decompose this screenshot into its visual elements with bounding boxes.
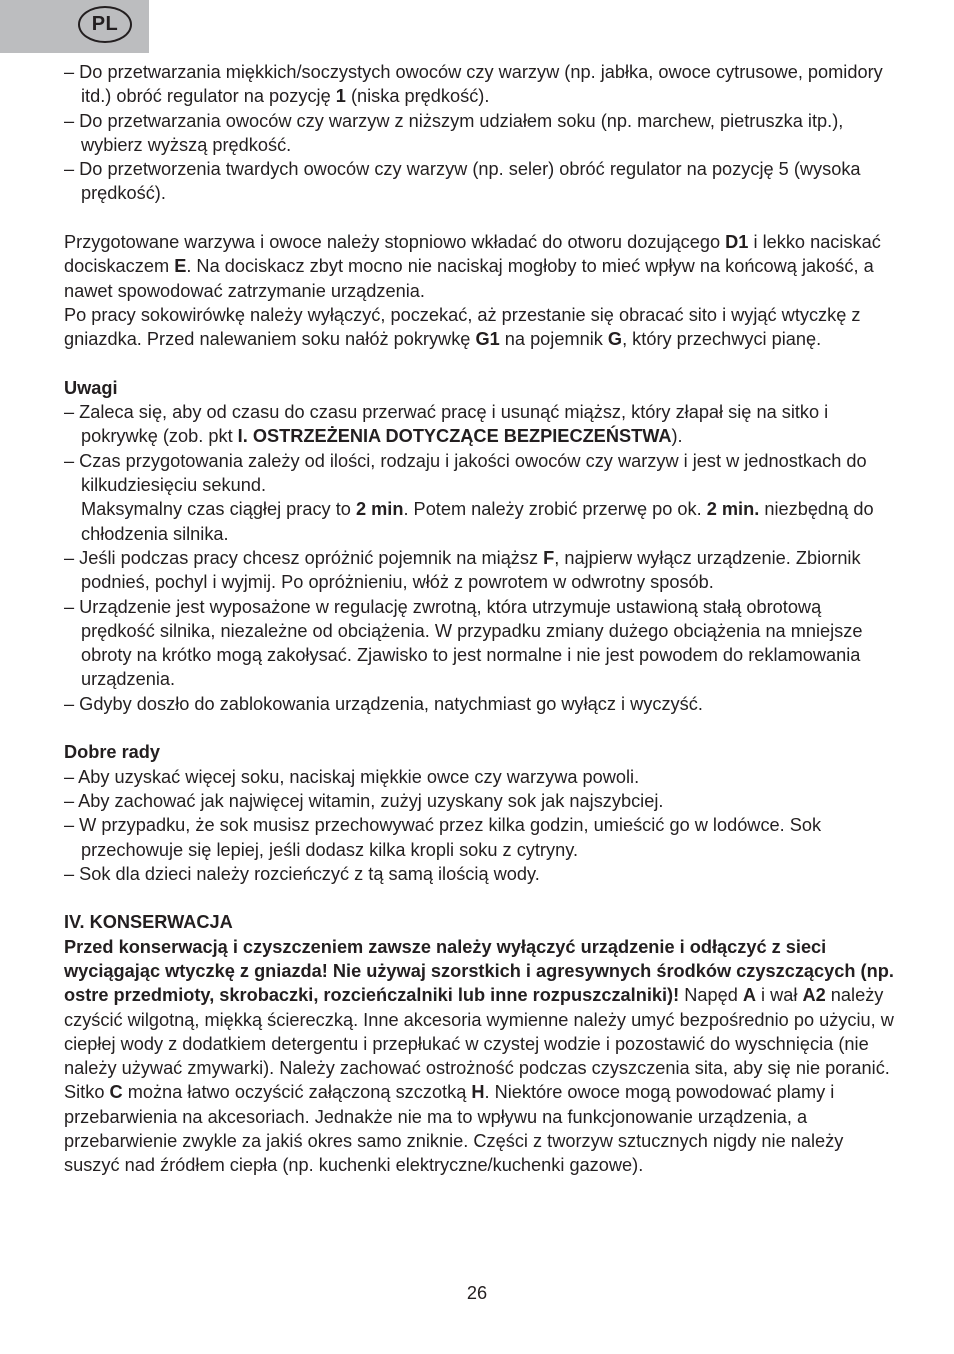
tips-list — [64, 765, 896, 886]
list-item: – Gdyby doszło do zablokowania urządzenia, natychmiast go wyłącz i wyczyść. — [64, 693, 703, 714]
list-item: – Jeśli podczas pracy chcesz opróżnić pojemnik na miąższ F, najpierw wyłącz urządzenie. Zbiornik podnieś, pochyl i wyjmij. Po opróżnieniu, włóż z powrotem w odwrotny sposób. — [64, 547, 861, 593]
page-content — [64, 60, 896, 1178]
list-item: – Aby uzyskać więcej soku, naciskaj miękkie owce czy warzywa powoli. — [64, 766, 640, 787]
notes-list — [64, 400, 896, 716]
list-item: – W przypadku, że sok musisz przechowywać przez kilka godzin, umieścić go w lodówce. Sok przechowuje się lepiej, jeśli dodasz kilka kropli soku z cytryny. — [64, 815, 822, 860]
list-item: – Do przetwarzania owoców czy warzyw z niższym udziałem soku (np. marchew, pietruszka itp.), wybierz wyższą prędkość. — [64, 110, 844, 155]
after-use-paragraph: Po pracy sokowirówkę należy wyłączyć, poczekać, aż przestanie się obracać sito i wyjąć wtyczkę z gniazdka. Przed nalewaniem soku nałóż pokrywkę G1 na pojemnik G, który przechwyci pianę. — [64, 304, 861, 350]
list-item: – Zaleca się, aby od czasu do czasu przerwać pracę i usunąć miąższ, który złapał się na sitko i pokrywkę (zob. pkt I. OSTRZEŻENIA DOTYCZĄCE BEZPIECZEŃSTWA). — [64, 402, 829, 447]
max-time-note: Maksymalny czas ciągłej pracy to 2 min. Potem należy zrobić przerwę po ok. 2 min. niezbędną do chłodzenia silnika. — [81, 499, 874, 544]
list-item: – Do przetworzenia twardych owoców czy warzyw (np. seler) obróć regulator na pozycję 5 (wysoka prędkość). — [64, 159, 861, 204]
maintenance-heading: IV. KONSERWACJA — [64, 912, 233, 933]
language-tab — [0, 0, 149, 53]
list-item: – Aby zachować jak najwięcej witamin, zużyj uzyskany sok jak najszybciej. — [64, 790, 664, 811]
list-item: – Czas przygotowania zależy od ilości, rodzaju i jakości owoców czy warzyw i jest w jednostkach do kilkudziesięciu sekund. — [64, 450, 867, 496]
speed-list — [64, 60, 896, 206]
list-item: – Urządzenie jest wyposażone w regulację zwrotną, która utrzymuje ustawioną stałą obrotową prędkość silnika, niezależne od obciążenia. W przypadku zmiany dużego obciążenia na mniejsze obroty na krótko mogą zakołysać. Zjawisko to jest normalne i nie jest powodem do reklamowania urządzenia. — [64, 596, 863, 690]
list-item: – Do przetwarzania miękkich/soczystych owoców czy warzyw (np. jabłka, owoce cytrusowe, pomidory itd.) obróć regulator na pozycję 1 (niska prędkość). — [64, 62, 883, 107]
prep-paragraph: Przygotowane warzywa i owoce należy stopniowo wkładać do otworu dozującego D1 i lekko naciskać dociskaczem E. Na dociskacz zbyt mocno nie naciskaj mogłoby to mieć wpływ na końcową jakość, a nawet spowodować zatrzymanie urządzenia. — [64, 232, 881, 301]
tips-heading: Dobre rady — [64, 742, 161, 763]
language-badge: PL — [78, 6, 132, 43]
notes-heading: Uwagi — [64, 377, 118, 398]
list-item: – Sok dla dzieci należy rozcieńczyć z tą samą ilością wody. — [64, 863, 540, 884]
page-number: 26 — [466, 1283, 488, 1303]
maintenance-paragraph: Przed konserwacją i czyszczeniem zawsze należy wyłączyć urządzenie i odłączyć z sieci wyciągając wtyczkę z gniazda! Nie używaj szorstkich i agresywnych środków czyszczących (np. ostre przedmioty, skrobaczki, rozcieńczalniki lub inne rozpuszczalniki)! Napęd A i wał A2 należy czyścić wilgotną, miękką ściereczką. Inne akcesoria wymienne należy umyć bezpośrednio po użyciu, w ciepłej wody z dodatkiem detergentu i przepłukać w czystej wodzie i pozostawić do wyschnięcia (nie należy używać zmywarki). Należy zachować ostrożność podczas czyszczenia sita, aby się nie poranić. Sitko C można łatwo oczyścić załączoną szczotką H. Niektóre owoce mogą powodować plamy i przebarwienia na akcesoriach. Jednakże nie ma to wpływu na funkcjonowanie urządzenia, a przebarwienie zwykle za jakiś okres samo zniknie. Części z tworzyw sztucznych nigdy nie należy suszyć nad źródłem ciepła (np. kuchenki elektryczne/kuchenki gazowe). — [64, 936, 894, 1176]
